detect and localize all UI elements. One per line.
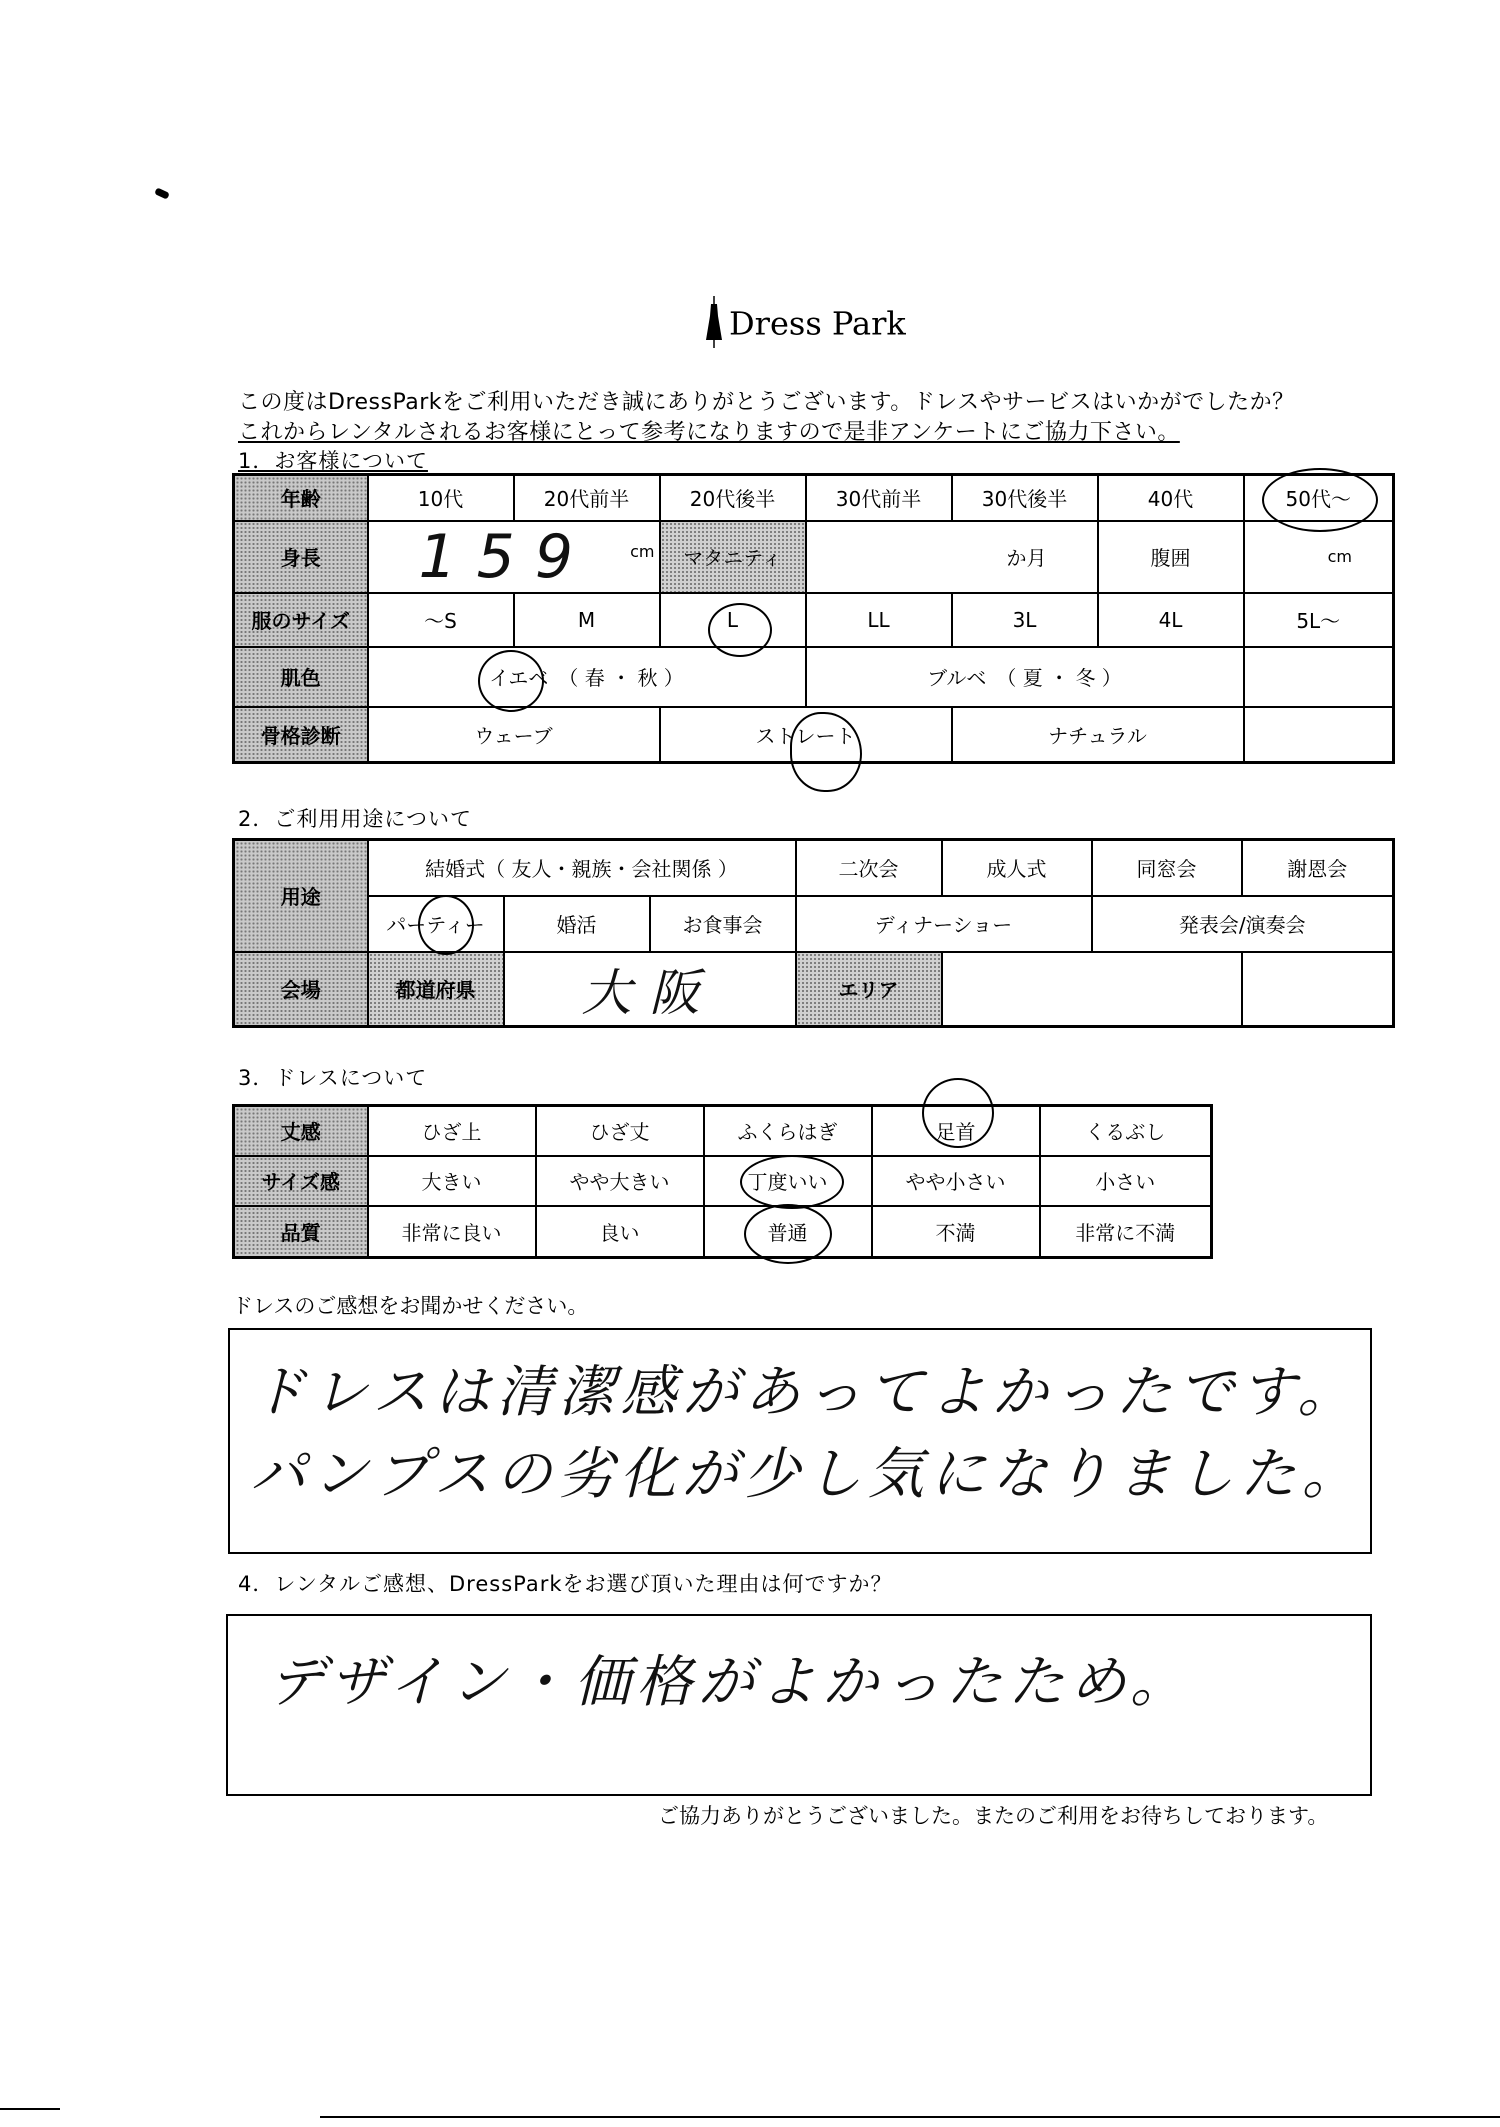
age-option[interactable]: 10代 [368,475,514,521]
venue-label: 会場 [234,952,368,1027]
length-selection-circle [922,1078,994,1148]
brand-name: Dress Park [729,304,906,343]
usage-option[interactable]: お食事会 [650,896,796,952]
fit-option-selected[interactable]: 丁度いい [704,1156,872,1206]
scan-edge-bottom [320,2116,1500,2118]
quality-label: 品質 [234,1206,368,1258]
frame-label: 骨格診断 [234,707,368,763]
usage-selection-circle [418,895,474,955]
usage-option[interactable]: 同窓会 [1092,840,1242,896]
length-option[interactable]: ひざ上 [368,1106,536,1156]
size-option[interactable]: 4L [1098,593,1244,647]
usage-wedding[interactable]: 結婚式（ 友人・親族・会社関係 ） [368,840,796,896]
age-option[interactable]: 40代 [1098,475,1244,521]
height-label: 身長 [234,521,368,593]
prefecture-field[interactable] [504,952,796,1027]
scan-edge-left [0,2108,60,2110]
quality-selection-circle [744,1204,832,1264]
waist-unit[interactable]: cm [1244,521,1394,593]
quality-option[interactable]: 不満 [872,1206,1040,1258]
length-label: 丈感 [234,1106,368,1156]
section-1-title: 1．お客様について [238,449,428,473]
quality-option[interactable]: 非常に良い [368,1206,536,1258]
age-option[interactable]: 20代前半 [514,475,660,521]
waist-label: 腹囲 [1098,521,1244,593]
dress-icon [705,296,723,356]
frame-option-selected[interactable]: ストレート [660,707,952,763]
frame-selection-circle [790,712,862,792]
age-selection-circle [1262,468,1378,532]
usage-option[interactable]: 謝恩会 [1242,840,1394,896]
scan-speck [154,187,170,199]
section-4-title: 4．レンタルご感想、DressParkをお選び頂いた理由は何ですか？ [238,1572,893,1596]
fit-option[interactable]: やや小さい [872,1156,1040,1206]
brand-logo [705,296,906,356]
reason-answer-box[interactable] [226,1614,1372,1796]
size-option[interactable]: 5L〜 [1244,593,1394,647]
reason-answer: デザイン・価格がよかったため。 [268,1650,1192,1715]
size-option[interactable]: M [514,593,660,647]
fit-option[interactable]: 大きい [368,1156,536,1206]
size-option[interactable]: 3L [952,593,1098,647]
usage-option[interactable]: 発表会/演奏会 [1092,896,1394,952]
frame-option[interactable]: ウェーブ [368,707,660,763]
comment-prompt: ドレスのご感想をお聞かせください。 [232,1294,589,1318]
fit-option[interactable]: 小さい [1040,1156,1212,1206]
dress-comment-box[interactable] [228,1328,1372,1554]
size-option[interactable]: 〜S [368,593,514,647]
length-option[interactable]: ひざ丈 [536,1106,704,1156]
fit-option[interactable]: やや大きい [536,1156,704,1206]
area-field[interactable] [942,952,1242,1027]
prefecture-value: 大阪 [581,963,718,1022]
usage-label: 用途 [234,840,368,952]
frame-option[interactable]: ナチュラル [952,707,1244,763]
height-field[interactable] [368,521,660,593]
fit-selection-circle [740,1155,844,1209]
usage-option[interactable]: 婚活 [504,896,650,952]
height-value: 159 [418,521,594,592]
skin-selection-circle [478,650,544,712]
usage-table [232,838,1395,1028]
usage-option[interactable]: 二次会 [796,840,942,896]
size-label: 服のサイズ [234,593,368,647]
usage-option[interactable]: ディナーショー [796,896,1092,952]
fit-label: サイズ感 [234,1156,368,1206]
skin-blue-option[interactable]: ブルベ （ 夏 ・ 冬 ） [806,647,1244,707]
maternity-months[interactable]: か月 [806,521,1098,593]
length-option[interactable]: くるぶし [1040,1106,1212,1156]
skin-label: 肌色 [234,647,368,707]
area-label: エリア [796,952,942,1027]
age-label: 年齢 [234,475,368,521]
size-option-selected[interactable]: L [660,593,806,647]
usage-option[interactable]: 成人式 [942,840,1092,896]
skin-yellow-option[interactable]: イエベ （ 春 ・ 秋 ） [368,647,806,707]
age-option[interactable]: 30代後半 [952,475,1098,521]
age-option-selected[interactable]: 50代〜 [1244,475,1394,521]
dress-table [232,1104,1213,1259]
height-unit: cm [630,541,655,561]
length-option-selected[interactable]: 足首 [872,1106,1040,1156]
age-option[interactable]: 20代後半 [660,475,806,521]
size-option[interactable]: LL [806,593,952,647]
age-option[interactable]: 30代前半 [806,475,952,521]
quality-option-selected[interactable]: 普通 [704,1206,872,1258]
intro-line-2: これからレンタルされるお客様にとって参考になりますので是非アンケートにご協力下さい。 [238,420,1180,445]
maternity-label: マタニティ [660,521,806,593]
comment-line-2: パンプスの劣化が少し気になりました。 [250,1442,1364,1507]
quality-option[interactable]: 非常に不満 [1040,1206,1212,1258]
quality-option[interactable]: 良い [536,1206,704,1258]
size-selection-circle [708,603,772,657]
section-3-title: 3．ドレスについて [238,1066,428,1090]
comment-line-1: ドレスは清潔感があってよかったです。 [250,1360,1360,1425]
section-2-title: 2．ご利用用途について [238,807,472,831]
length-option[interactable]: ふくらはぎ [704,1106,872,1156]
intro-line-1: この度はDressParkをご利用いただき誠にありがとうございます。ドレスやサービスはいかがでしたか？ [238,390,1295,415]
footer-thanks: ご協力ありがとうございました。またのご利用をお待ちしております。 [658,1804,1329,1828]
usage-option-selected[interactable]: パーティー [368,896,504,952]
prefecture-label: 都道府県 [368,952,504,1027]
